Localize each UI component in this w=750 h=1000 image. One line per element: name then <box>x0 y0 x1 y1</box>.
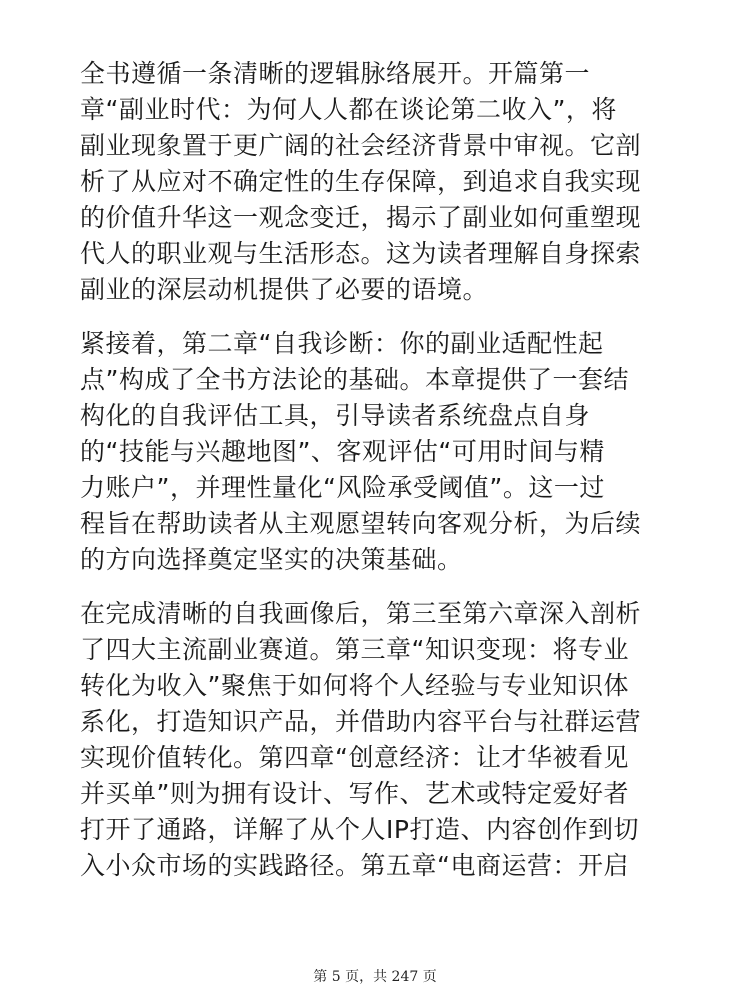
text-line: 的价值升华这一观念变迁，揭示了副业如何重塑现 <box>80 203 642 232</box>
text-line: 构化的自我评估工具，引导读者系统盘点自身 <box>80 401 591 430</box>
text-line: 了四大主流副业赛道。第三章“知识变现：将专业 <box>80 635 629 664</box>
text-line: 实现价值转化。第四章“创意经济：让才华被看见 <box>80 743 629 772</box>
text-line: 打开了通路，详解了从个人IP打造、内容创作到切 <box>80 815 639 844</box>
paragraph-3 <box>80 596 680 884</box>
text-line: 副业现象置于更广阔的社会经济背景中审视。它剖 <box>80 131 642 160</box>
text-line: 代人的职业观与生活形态。这为读者理解自身探索 <box>80 239 642 268</box>
text-line: 的“技能与兴趣地图”、客观评估“可用时间与精 <box>80 437 605 466</box>
text-line: 并买单”则为拥有设计、写作、艺术或特定爱好者 <box>80 779 629 808</box>
text-line: 紧接着，第二章“自我诊断：你的副业适配性起 <box>80 329 604 358</box>
text-line: 转化为收入”聚焦于如何将个人经验与专业知识体 <box>80 671 629 700</box>
text-line: 点”构成了全书方法论的基础。本章提供了一套结 <box>80 365 629 394</box>
text-line: 在完成清晰的自我画像后，第三至第六章深入剖析 <box>80 599 642 628</box>
page-number-footer: 第 5 页，共 247 页 <box>313 969 437 985</box>
text-line: 的方向选择奠定坚实的决策基础。 <box>80 545 463 574</box>
text-line: 入小众市场的实践路径。第五章“电商运营：开启 <box>80 851 629 880</box>
text-line: 全书遵循一条清晰的逻辑脉络展开。开篇第一 <box>80 59 591 88</box>
text-line: 析了从应对不确定性的生存保障，到追求自我实现 <box>80 167 642 196</box>
paragraph-2 <box>80 326 680 578</box>
text-line: 副业的深层动机提供了必要的语境。 <box>80 275 489 304</box>
text-line: 力账户”，并理性量化“风险承受阈值”。这一过 <box>80 473 605 502</box>
text-line: 程旨在帮助读者从主观愿望转向客观分析，为后续 <box>80 509 642 538</box>
paragraph-1 <box>80 56 680 308</box>
body-text <box>80 56 680 884</box>
text-line: 章“副业时代：为何人人都在谈论第二收入”，将 <box>80 95 617 124</box>
text-line: 系化，打造知识产品，并借助内容平台与社群运营 <box>80 707 642 736</box>
